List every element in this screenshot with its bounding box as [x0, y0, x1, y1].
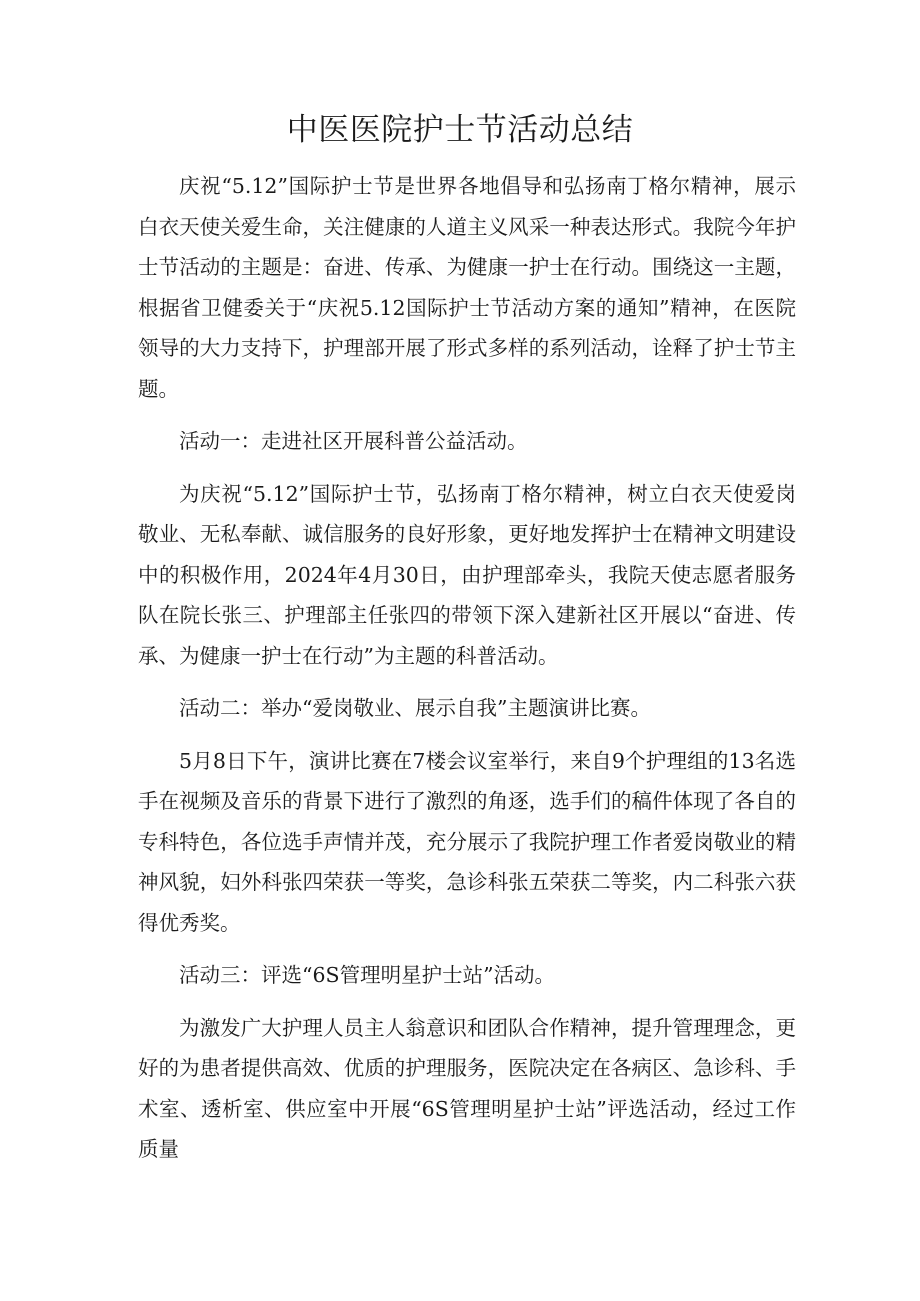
paragraph-activity-two-detail: 5月8日下午，演讲比赛在7楼会议室举行，来自9个护理组的13名选手在视频及音乐的背景下进行了激烈的角逐，选手们的稿件体现了各自的专科特色，各位选手声情并茂，充分展示了我院护理工作者爱岗敬业的精神风貌，妇外科张四荣获一等奖，急诊科张五荣获二等奖，内二科张六获得优秀奖。 [138, 748, 796, 935]
paragraph-activity-one-detail: 为庆祝“5.12”国际护士节，弘扬南丁格尔精神，树立白衣天使爱岗敬业、无私奉献、诚信服务的良好形象，更好地发挥护士在精神文明建设中的积极作用，2024年4月30日，由护理部牵头，我院天使志愿者服务队在院长张三、护理部主任张四的带领下深入建新社区开展以“奋进、传承、为健康一护士在行动”为主题的科普活动。 [138, 481, 796, 668]
paragraph-activity-three-heading: 活动三：评选“6S管理明星护士站”活动。 [179, 963, 556, 987]
paragraph-activity-two-heading: 活动二：举办“爱岗敬业、展示自我”主题演讲比赛。 [179, 696, 651, 720]
document-body [138, 166, 796, 1182]
document-title: 中医医院护士节活动总结 [286, 112, 634, 148]
paragraph-intro: 庆祝“5.12”国际护士节是世界各地倡导和弘扬南丁格尔精神，展示白衣天使关爱生命，关注健康的人道主义风采一种表达形式。我院今年护士节活动的主题是：奋进、传承、为健康一护士在行动。围绕这一主题，根据省卫健委关于“庆祝5.12国际护士节活动方案的通知”精神，在医院领导的大力支持下，护理部开展了形式多样的系列活动，诠释了护士节主题。 [138, 174, 796, 401]
paragraph-activity-three-detail: 为激发广大护理人员主人翁意识和团队合作精神，提升管理理念，更好的为患者提供高效、优质的护理服务，医院决定在各病区、急诊科、手术室、透析室、供应室中开展“6S管理明星护士站”评选活动，经过工作质量 [138, 1015, 796, 1161]
paragraph-activity-one-heading: 活动一：走进社区开展科普公益活动。 [179, 429, 528, 453]
